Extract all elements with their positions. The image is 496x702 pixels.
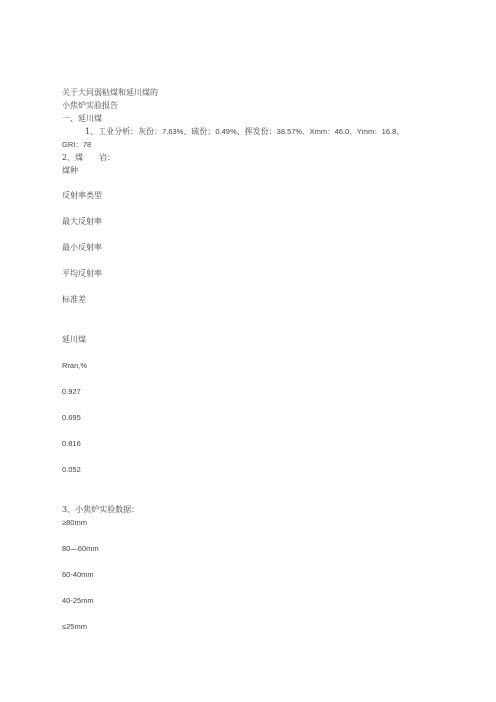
size-ge80: ≥80mm [62, 518, 87, 527]
industrial-analysis-prefix: 1、工业分析：灰份： [85, 127, 163, 136]
ash-value: 7.63% [162, 127, 184, 136]
max-reflectance-value: 0.927 [62, 387, 81, 396]
std-dev-value: 0.052 [62, 465, 81, 474]
coal-name: 延川煤 [62, 335, 86, 344]
rran-label: Rran,% [62, 361, 88, 370]
size-le25: ≤25mm [62, 622, 87, 631]
reflectance-type-label: 反射率类型 [62, 191, 102, 200]
std-dev-label: 标准差 [62, 295, 86, 304]
title-line-2: 小焦炉实验报告 [62, 101, 118, 110]
section-1-heading: 一、延川煤 [62, 114, 102, 123]
title-line-1: 关于大同弱粘煤和延川煤的 [62, 88, 158, 97]
avg-reflectance-label: 平均反射率 [62, 269, 102, 278]
separator-sulfur: 、硫份： [183, 127, 216, 136]
coal-type-label: 煤种 [62, 166, 78, 175]
max-reflectance-label: 最大反射率 [62, 217, 102, 226]
separator-volatile: 、挥发份： [236, 127, 277, 136]
size-60-40: 60-40mm [62, 570, 94, 579]
industrial-analysis-rest: 、Xmm：46.0、Ymm：16.8、 [302, 127, 404, 136]
item-2-heading: 2、煤 岩： [62, 153, 116, 162]
min-reflectance-label: 最小反射率 [62, 243, 102, 252]
min-reflectance-value: 0.695 [62, 413, 81, 422]
industrial-analysis-line [85, 127, 404, 137]
volatile-value: 38.57% [276, 127, 303, 136]
item-3-heading: 3、小焦炉实验数据： [62, 505, 140, 514]
gri-value: GRI：78 [62, 140, 92, 149]
size-40-25: 40-25mm [62, 596, 94, 605]
avg-reflectance-value: 0.816 [62, 439, 81, 448]
size-80-60: 80—60mm [62, 544, 99, 553]
sulfur-value: 0.49% [215, 127, 237, 136]
